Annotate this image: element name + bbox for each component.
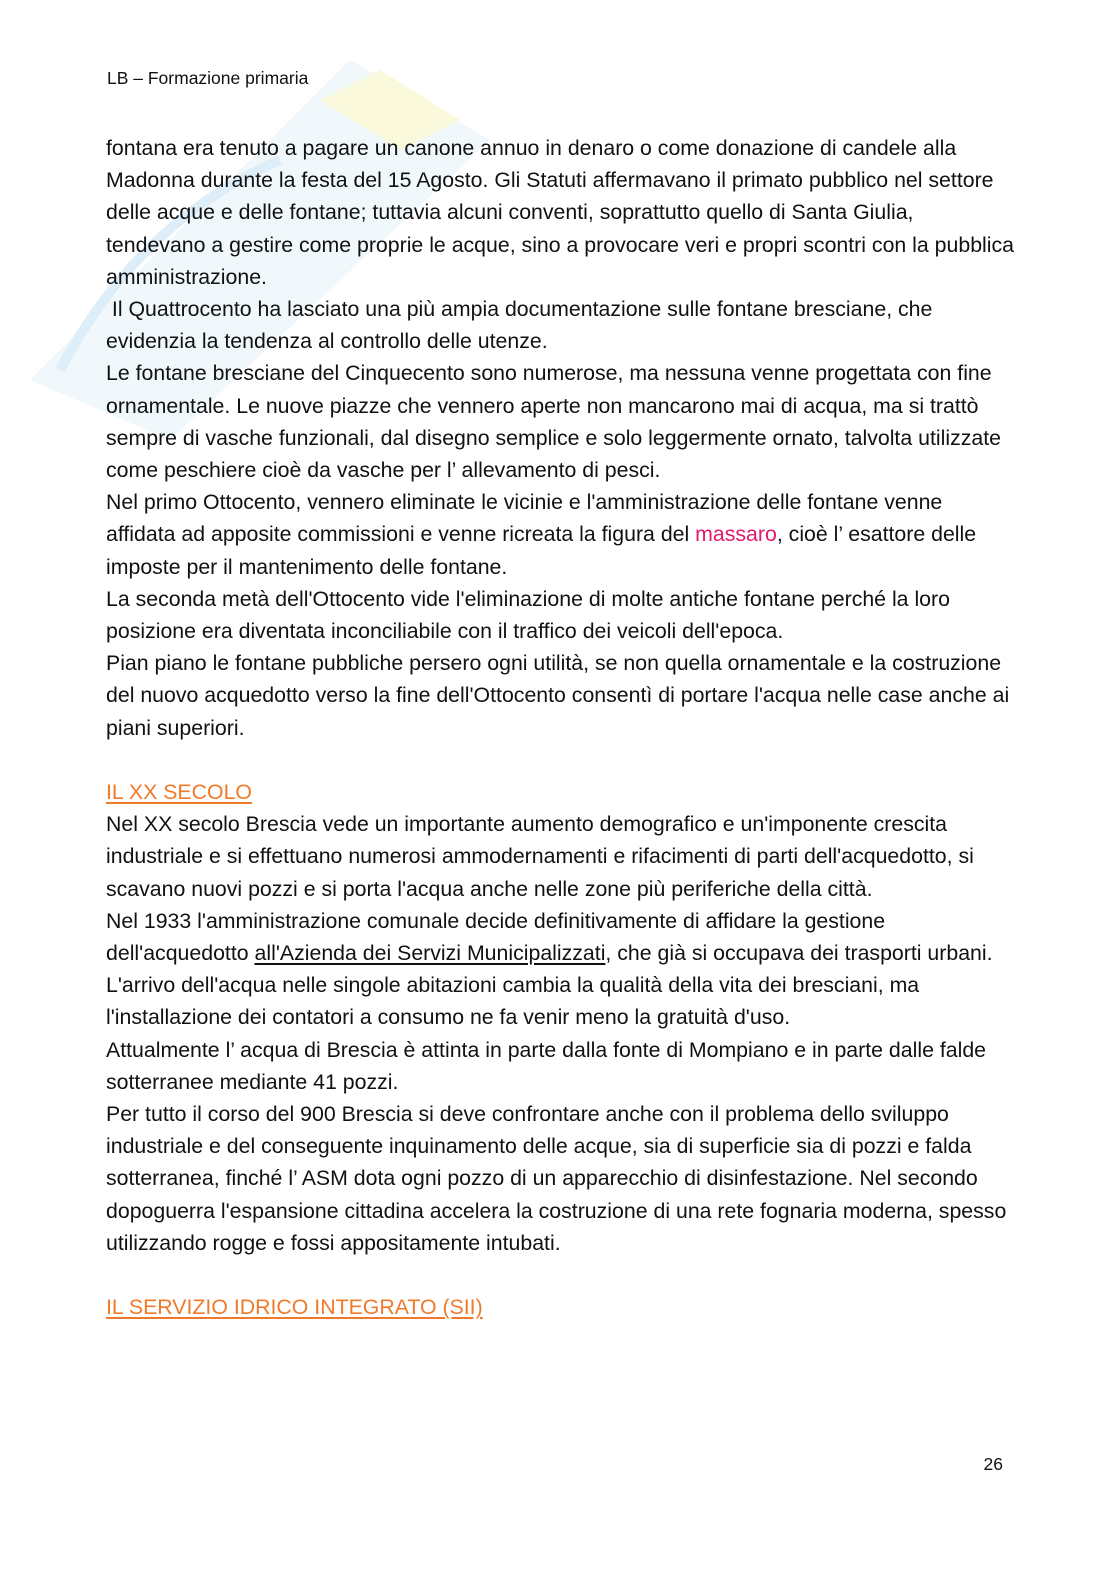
page-number: 26 — [983, 1454, 1003, 1474]
text-span: , cioè l’ esattore delle imposte per il mantenimento delle fontane. — [106, 522, 977, 579]
paragraph: Nel XX secolo Brescia vede un importante aumento demografico e un'imponente crescita industriale e si effettuano numerosi ammodernamenti e rifacimenti di parti dell'acquedotto, si scavano nuovi pozzi e si porta l'acqua anche nelle zone più periferiche della città. — [106, 812, 974, 901]
paragraph — [106, 905, 1016, 969]
section-heading: IL XX SECOLO — [106, 780, 252, 805]
paragraph: La seconda metà dell'Ottocento vide l'eliminazione di molte antiche fontane perché la loro posizione era diventata inconciliabile con il traffico dei veicoli dell'epoca. — [106, 586, 950, 644]
page-header: LB – Formazione primaria — [107, 68, 309, 88]
document-body — [106, 132, 1016, 1323]
paragraph: fontana era tenuto a pagare un canone annuo in denaro o come donazione di candele alla Madonna durante la festa del 15 Agosto. Gli Statuti affermavano il primato pubblico nel settore delle acque e delle fontane; tuttavia alcuni conventi, soprattutto quello di Santa Giulia, tendevano a gestire come proprie le acque, sino a provocare veri e propri scontri con la pubblica amministrazione. — [106, 136, 1014, 289]
text-span: , che già si occupava dei trasporti urbani. — [605, 941, 993, 966]
paragraph: Le fontane bresciane del Cinquecento sono numerose, ma nessuna venne progettata con fine ornamentale. Le nuove piazze che vennero aperte non mancarono mai di acqua, ma si trattò sempre di vasche funzionali, dal disegno semplice e solo leggermente ornato, talvolta utilizzate come peschiere cioè da vasche per l’ allevamento di pesci. — [106, 361, 1001, 483]
paragraph: Pian piano le fontane pubbliche persero ogni utilità, se non quella ornamentale e la costruzione del nuovo acquedotto verso la fine dell'Ottocento consentì di portare l'acqua nelle case anche ai piani superiori. — [106, 651, 1010, 740]
paragraph — [106, 486, 1016, 583]
text-span: Nel primo Ottocento, vennero eliminate le vicinie e l'amministrazione delle fontane venne affidata ad apposite commissioni e venne ricreata la figura del — [106, 490, 943, 547]
underlined-term: all'Azienda dei Servizi Municipalizzati — [254, 941, 606, 966]
paragraph: Attualmente l’ acqua di Brescia è attinta in parte dalla fonte di Mompiano e in parte dalle falde sotterranee mediante 41 pozzi. — [106, 1037, 987, 1094]
section-heading: IL SERVIZIO IDRICO INTEGRATO (SII) — [106, 1295, 483, 1320]
text-span: Nel 1933 l'amministrazione comunale decide definitivamente di affidare la gestione dell'acquedotto — [106, 908, 886, 966]
paragraph: L'arrivo dell'acqua nelle singole abitazioni cambia la qualità della vita dei bresciani, ma l'installazione dei contatori a consumo ne fa venir meno la gratuità d'uso. — [106, 973, 920, 1030]
paragraph: Il Quattrocento ha lasciato una più ampia documentazione sulle fontane bresciane, che evidenzia la tendenza al controllo delle utenze. — [106, 297, 939, 354]
spacer — [106, 1259, 1016, 1291]
paragraph: Per tutto il corso del 900 Brescia si deve confrontare anche con il problema dello sviluppo industriale e del conseguente inquinamento delle acque, sia di superficie sia di pozzi e falda sotterranea, finché l’ ASM dota ogni pozzo di un apparecchio di disinfestazione. Nel secondo dopoguerra l'espansione cittadina accelera la costruzione di una rete fognaria moderna, spesso utilizzando rogge e fossi appositamente intubati. — [106, 1102, 1007, 1255]
spacer — [106, 744, 1016, 776]
highlighted-term: massaro — [695, 522, 777, 547]
